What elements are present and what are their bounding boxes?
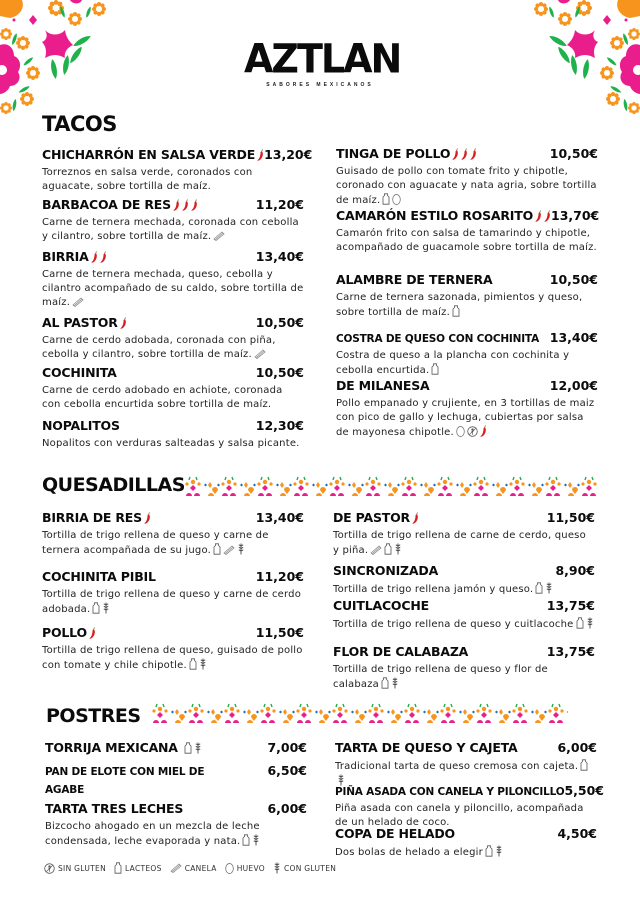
item-price: 12,30€ <box>255 418 304 433</box>
con-gluten-icon <box>586 617 594 629</box>
menu-item <box>45 740 307 755</box>
item-name-text: TINGA DE POLLO <box>336 146 451 161</box>
item-price: 11,20€ <box>255 197 304 212</box>
chili-icon <box>257 149 264 161</box>
menu-item <box>42 315 304 362</box>
brand-logo <box>244 35 401 88</box>
chili-icon <box>120 317 127 329</box>
canela-icon <box>170 863 182 873</box>
item-name <box>42 315 127 330</box>
section-title-postres: POSTRES <box>46 705 141 727</box>
item-name <box>335 826 455 841</box>
chili-icon <box>412 512 419 524</box>
chili-icon <box>100 251 107 263</box>
chili-icon <box>91 251 98 263</box>
corner-decoration-right <box>520 0 640 140</box>
item-name <box>333 563 438 578</box>
item-name <box>42 510 151 525</box>
item-description-text: Tortilla de trigo rellena de queso y flor de calabaza <box>333 664 548 690</box>
item-name-text: SINCRONIZADA <box>333 563 439 578</box>
item-description <box>336 397 598 440</box>
item-description-text: Tortilla de trigo rellena de queso y cuitlacoche <box>333 619 574 630</box>
con-gluten-icon <box>273 862 281 874</box>
con-gluten-icon <box>391 677 399 689</box>
con-gluten-icon <box>199 658 207 670</box>
item-name <box>336 378 429 393</box>
item-name-text: BARBACOA DE RES <box>42 197 171 212</box>
sin-gluten-icon <box>44 863 55 874</box>
item-price: 6,00€ <box>267 801 307 816</box>
item-price: 10,50€ <box>549 146 598 161</box>
chili-icon <box>191 199 198 211</box>
section-title-quesadillas: QUESADILLAS <box>42 474 185 496</box>
lacteos-icon <box>576 617 584 629</box>
lacteos-icon <box>452 305 460 317</box>
chili-icon <box>452 148 459 160</box>
menu-item <box>336 208 598 255</box>
lacteos-icon <box>213 543 221 555</box>
menu-item <box>42 249 304 310</box>
item-name <box>335 740 518 755</box>
item-description-text: Pollo empanado y crujiente, en 3 tortillas de maiz con pico de gallo y lechuga, cubiertas por salsa de mayonesa chipotle. <box>336 398 595 438</box>
huevo-icon <box>225 862 234 874</box>
item-name-text: PIÑA ASADA CON CANELA Y PILONCILLO <box>335 786 565 798</box>
menu-item <box>42 569 304 617</box>
item-description-text: Guisado de pollo con tomate frito y chipotle, coronado con aguacate y nata agria, sobre tortilla de maíz. <box>336 166 597 206</box>
item-description <box>333 529 595 558</box>
chili-icon <box>480 425 487 437</box>
item-name <box>42 197 198 212</box>
item-price: 10,50€ <box>549 272 598 287</box>
item-price: 13,40€ <box>549 330 598 345</box>
item-name <box>333 510 419 525</box>
item-name <box>335 786 564 798</box>
item-description <box>336 349 598 378</box>
menu-item <box>42 365 304 412</box>
menu-item <box>333 563 595 597</box>
huevo-icon <box>456 425 465 437</box>
lacteos-icon <box>381 677 389 689</box>
lacteos-icon <box>580 759 588 771</box>
item-name-text: ALAMBRE DE TERNERA <box>336 272 493 287</box>
item-name <box>45 740 202 755</box>
item-price: 13,70€ <box>551 208 600 223</box>
item-description-text: Costra de queso a la plancha con cochinita y cebolla encurtida. <box>336 350 570 376</box>
item-name-text: BIRRIA DE RES <box>42 510 142 525</box>
item-name <box>42 418 120 433</box>
item-description-text: Piña asada con canela y piloncillo, acompañada de un helado de coco. <box>335 803 584 828</box>
item-name-text: COSTRA DE QUESO CON COCHINITA <box>336 333 540 345</box>
item-price: 11,20€ <box>255 569 304 584</box>
con-gluten-icon <box>252 834 260 846</box>
lacteos-icon <box>382 193 390 205</box>
huevo-icon <box>392 193 401 205</box>
con-gluten-icon <box>194 742 202 754</box>
item-description <box>42 268 304 310</box>
item-name-text: CHICHARRÓN EN SALSA VERDE <box>42 147 256 162</box>
item-name-text: POLLO <box>42 625 87 640</box>
lacteos-icon <box>431 363 439 375</box>
item-price: 13,75€ <box>546 644 595 659</box>
menu-item <box>45 801 307 849</box>
chili-icon <box>461 148 468 160</box>
menu-item <box>336 378 598 440</box>
papel-picado-banner-postres <box>150 703 568 725</box>
chili-icon <box>144 512 151 524</box>
item-description <box>42 588 304 617</box>
item-description-text: Nopalitos con verduras salteadas y salsa picante. <box>42 438 300 449</box>
item-name-text: BIRRIA <box>42 249 89 264</box>
menu-item <box>336 146 598 208</box>
item-description <box>335 845 597 860</box>
lacteos-icon <box>535 582 543 594</box>
brand-name: AZTLAN <box>244 35 401 83</box>
item-name-text: TARTA TRES LECHES <box>45 801 184 816</box>
item-name-text: CUITLACOCHE <box>333 598 429 613</box>
item-name <box>42 147 264 162</box>
floral-ornament-icon <box>520 0 640 140</box>
item-description <box>42 216 304 244</box>
item-description-text: Carne de ternera mechada, queso, cebolla y cilantro acompañado de su caldo, sobre tortilla de maíz. <box>42 269 304 308</box>
canela-icon <box>254 349 266 359</box>
lacteos-icon <box>184 742 192 754</box>
item-description-text: Tortilla de trigo rellena de carne de cerdo, queso y piña. <box>333 530 586 556</box>
papel-picado-banner-quesadillas <box>183 476 597 498</box>
item-name-text: COPA DE HELADO <box>335 826 455 841</box>
item-description <box>42 334 304 362</box>
menu-item <box>42 147 313 194</box>
section-title-tacos: TACOS <box>42 112 117 136</box>
item-price: 10,50€ <box>255 365 304 380</box>
item-price: 8,90€ <box>555 563 595 578</box>
item-description <box>42 437 304 451</box>
item-name <box>336 146 477 161</box>
item-name-text: NOPALITOS <box>42 418 120 433</box>
item-name <box>336 272 492 287</box>
item-name-text: DE MILANESA <box>336 378 430 393</box>
item-name <box>333 598 429 613</box>
item-description <box>45 820 307 849</box>
item-description-text: Carne de cerdo adobado en achiote, coronada con cebolla encurtida sobre tortilla de maíz. <box>42 385 283 410</box>
item-price: 4,50€ <box>557 826 597 841</box>
item-name <box>336 208 551 223</box>
item-price: 6,00€ <box>557 740 597 755</box>
item-name <box>45 801 183 816</box>
item-description <box>336 165 598 208</box>
menu-item <box>45 763 307 799</box>
item-description-text: Tradicional tarta de queso cremosa con cajeta. <box>335 761 579 772</box>
legend-con-gluten: CON GLUTEN <box>273 862 336 874</box>
item-description-text: Tortilla de trigo rellena jamón y queso. <box>333 584 534 595</box>
item-name-text: PAN DE ELOTE CON MIEL DE AGABE <box>45 766 205 796</box>
item-price: 11,50€ <box>546 510 595 525</box>
chili-icon <box>182 199 189 211</box>
chili-icon <box>173 199 180 211</box>
menu-item <box>333 510 595 558</box>
item-name <box>42 569 156 584</box>
con-gluten-icon <box>237 543 245 555</box>
item-description <box>333 617 595 632</box>
item-description <box>42 529 304 558</box>
item-name-text: COCHINITA PIBIL <box>42 569 156 584</box>
item-name <box>45 763 235 799</box>
item-description-text: Dos bolas de helado a elegir <box>335 847 483 858</box>
item-price: 13,20€ <box>264 147 313 162</box>
menu-item <box>333 598 595 632</box>
legend-sin-gluten: SIN GLUTEN <box>44 863 106 874</box>
item-price: 13,40€ <box>255 510 304 525</box>
canela-icon <box>370 545 382 555</box>
item-description-text: Carne de ternera sazonada, pimientos y queso, sobre tortilla de maíz. <box>336 292 583 318</box>
item-description-text: Carne de cerdo adobada, coronada con piña, cebolla y cilantro, sobre tortilla de maíz. <box>42 335 276 360</box>
item-description-text: Tortilla de trigo rellena de queso y carne de ternera acompañada de su jugo. <box>42 530 269 556</box>
con-gluten-icon <box>545 582 553 594</box>
lacteos-icon <box>242 834 250 846</box>
item-description <box>42 384 304 412</box>
chili-icon <box>470 148 477 160</box>
item-name <box>42 625 96 640</box>
canela-icon <box>223 545 235 555</box>
item-description <box>336 291 598 320</box>
item-description-text: Tortilla de trigo rellena de queso, guisado de pollo con tomate y chile chipotle. <box>42 645 303 671</box>
chili-icon <box>544 210 551 222</box>
item-price: 11,50€ <box>255 625 304 640</box>
chili-icon <box>89 627 96 639</box>
item-name-text: FLOR DE CALABAZA <box>333 644 469 659</box>
item-price: 10,50€ <box>255 315 304 330</box>
item-name-text: COCHINITA <box>42 365 117 380</box>
item-description-text: Camarón frito con salsa de tamarindo y chipotle, acompañado de guacamole sobre tortilla de maíz. <box>336 228 597 253</box>
lacteos-icon <box>485 845 493 857</box>
item-description-text: Torreznos en salsa verde, coronados con aguacate, sobre tortilla de maíz. <box>42 167 253 192</box>
item-price: 5,50€ <box>564 783 605 798</box>
item-description-text: Bizcocho ahogado en un mezcla de leche condensada, leche evaporada y nata. <box>45 821 260 847</box>
menu-item <box>42 510 304 558</box>
canela-icon <box>72 297 84 307</box>
item-name-text: AL PASTOR <box>42 315 118 330</box>
item-name-text: TORRIJA MEXICANA <box>45 740 178 755</box>
canela-icon <box>213 231 225 241</box>
item-name <box>336 333 539 345</box>
con-gluten-icon <box>102 602 110 614</box>
item-price: 7,00€ <box>267 740 307 755</box>
item-name-text: DE PASTOR <box>333 510 410 525</box>
item-name <box>42 249 107 264</box>
brand-tagline: SABORES MEXICANOS <box>266 82 374 88</box>
lacteos-icon <box>92 602 100 614</box>
item-description <box>336 227 598 255</box>
item-description-text: Tortilla de trigo rellena de queso y carne de cerdo adobada. <box>42 589 302 615</box>
item-description <box>42 166 304 194</box>
menu-item <box>42 197 304 244</box>
item-price: 12,00€ <box>549 378 598 393</box>
menu-item <box>335 783 605 830</box>
menu-item <box>336 330 598 378</box>
item-description-text: Carne de ternera mechada, coronada con cebolla y cilantro, sobre tortilla de maíz. <box>42 217 299 242</box>
item-price: 6,50€ <box>267 763 307 778</box>
menu-item <box>335 826 597 860</box>
item-description <box>42 644 304 673</box>
allergen-legend <box>44 862 336 874</box>
item-price: 13,40€ <box>255 249 304 264</box>
con-gluten-icon <box>394 543 402 555</box>
legend-canela: CANELA <box>170 863 217 873</box>
legend-lacteos: LACTEOS <box>114 862 162 874</box>
chili-icon <box>535 210 542 222</box>
menu-item <box>333 644 595 692</box>
item-description <box>333 663 595 692</box>
menu-item <box>42 625 304 673</box>
item-price: 13,75€ <box>546 598 595 613</box>
menu-item <box>336 272 598 320</box>
menu-item <box>335 740 597 789</box>
item-name-text: CAMARÓN ESTILO ROSARITO <box>336 208 533 223</box>
sin-gluten-icon <box>467 426 478 437</box>
lacteos-icon <box>114 862 122 874</box>
lacteos-icon <box>189 658 197 670</box>
item-name <box>333 644 468 659</box>
con-gluten-icon <box>495 845 503 857</box>
item-name <box>42 365 117 380</box>
item-name-text: TARTA DE QUESO Y CAJETA <box>335 740 518 755</box>
item-description <box>333 582 595 597</box>
legend-huevo: HUEVO <box>225 862 265 874</box>
menu-item <box>42 418 304 451</box>
lacteos-icon <box>384 543 392 555</box>
